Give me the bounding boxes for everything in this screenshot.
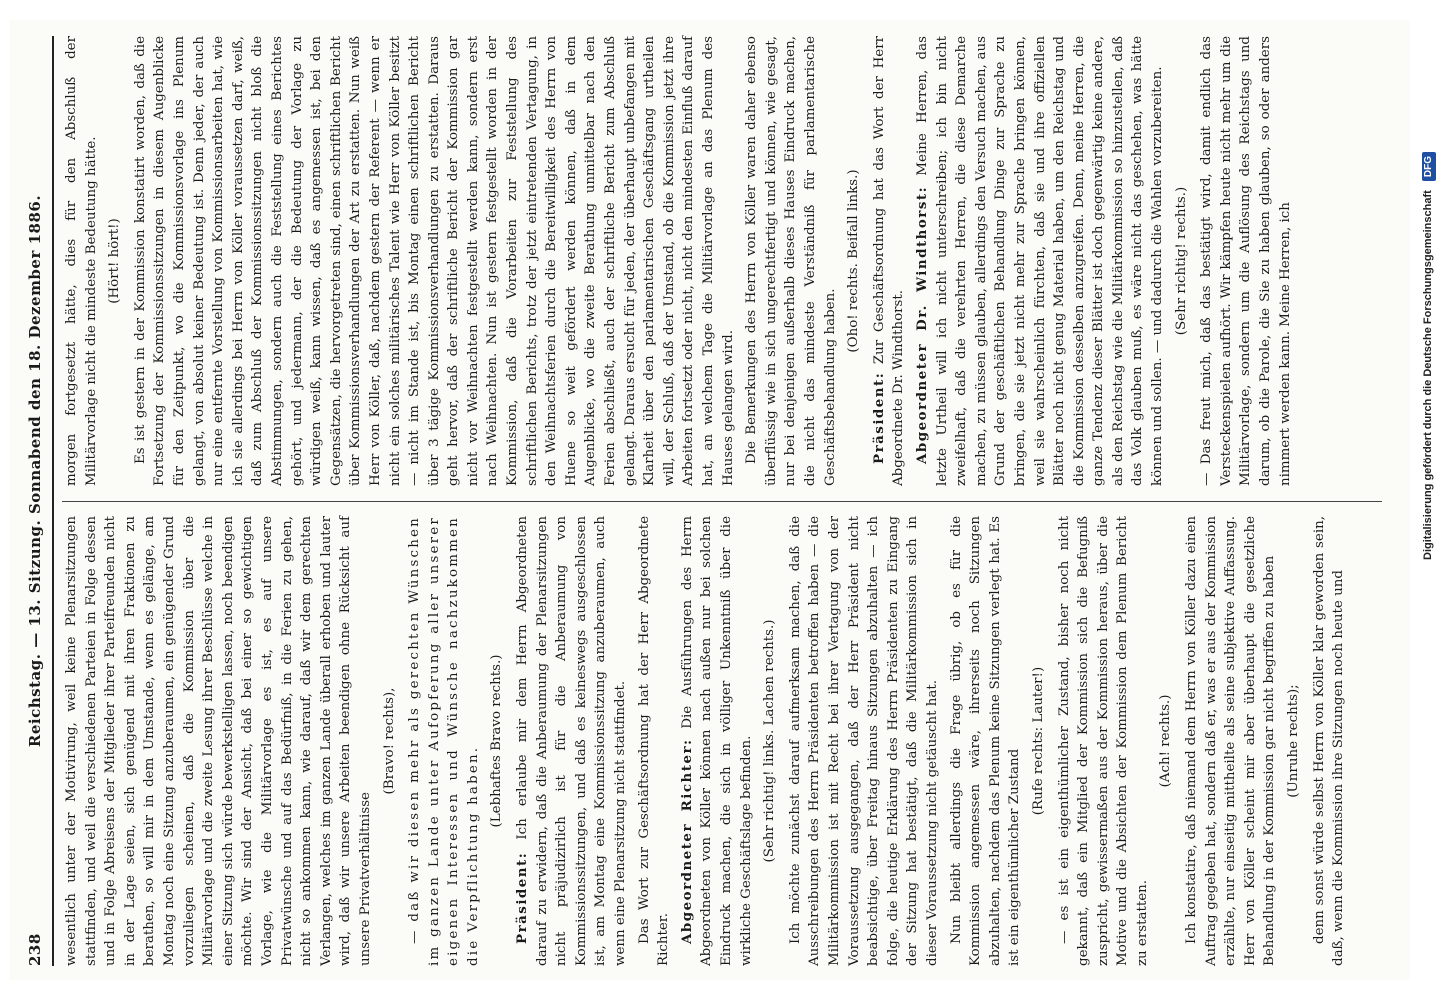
dfg-logo: DFG [1422, 152, 1436, 181]
speaker-name: Abgeordneter Dr. Windthorst: [913, 185, 930, 464]
right-column-paragraph [844, 36, 864, 486]
paragraph-text: (Sehr richtig! links. Lachen rechts.) [762, 619, 778, 863]
paragraph-text: (Bravo! rechts), [381, 687, 397, 795]
rotated-page [10, 20, 1410, 980]
paragraph-text: (Hört! hört!) [107, 218, 123, 304]
header-rule [52, 36, 54, 966]
right-column-paragraph [1172, 36, 1192, 486]
left-column-paragraph [380, 516, 400, 966]
speaker-name: Abgeordneter Richter: [678, 738, 695, 944]
left-column-paragraph [1055, 516, 1153, 966]
right-column-paragraph [1197, 36, 1295, 486]
left-column-paragraph [1284, 516, 1304, 966]
paragraph-text: Das Wort zur Geschäftsordnung hat der Herr Abgeordnete Richter. [636, 516, 672, 966]
right-column [62, 36, 1392, 486]
left-column-paragraph [1156, 516, 1176, 966]
paragraph-text: Es ist gestern in der Kommission konstatirt worden, daß die Fortsetzung der Kommissionssitzungen in diesem Augenblicke für den Zeitpunkt, wo die Kommissionsvorlage ins Plenum gelangt, von absolut keiner Bedeutung ist. Denn jeder, der auch nur eine entfernte Vorstellung von Kommissionsarbeiten hat, wie ich sie allerdings bei Herrn von Köller voraussetzen darf, weiß, daß zum Abschluß der Kommissionssitzungen nicht bloß die Abstimmungen, sondern auch die Feststellung eines Berichtes gehört, und jedermann, der die Bedeutung der Vorlage zu würdigen weiß, kann wissen, daß es angemessen ist, bei den Gegensätzen, die hervorgetreten sind, einen schriftlichen Bericht über Kommissionsverhandlungen der Art zu erstatten. Nun weiß Herr von Köller, daß, nachdem gestern der Referent — wenn er nicht ein solches militärisches Talent wie Herr von Köller besitzt — nicht im Stande ist, bis Montag einen schriftlichen Bericht über 3 tägige Kommissionsverhandlungen zu erstatten. Daraus geht hervor, daß der schriftliche Bericht der Kommission gar nicht vor Weihnachten festgestellt werden kann, sondern erst nach Weihnachten. Nun ist gestern festgestellt worden in der Kommission, daß die Vorarbeiten zur Feststellung des schriftlichen Berichts, trotz der jetzt eintretenden Vertagung, in den Weihnachtsferien durch die Bereitwilligkeit des Herrn von Huene so weit gefördert werden können, daß in dem Augenblicke, wo die zweite Berathung unmittelbar nach den Ferien abschließt, auch der schriftliche Bericht zum Abschluß gelangt. Daraus ersucht für jeden, der überhaupt unbefangen mit Klarheit über den parlamentarischen Geschäftsgang urtheilen will, der Schluß, daß der Umstand, ob die Kommission jetzt ihre Arbeiten fortsetzt oder nicht, nicht den mindesten Einfluß darauf hat, an welchem Tage die Militärvorlage an das Plenum des Hauses gelangen wird. [132, 36, 736, 486]
column-divider [62, 501, 1382, 502]
footer-credit: Digitalisierung gefördert durch die Deutsche Forschungsgemeinschaft [1422, 190, 1434, 560]
paragraph-text: — Das freut mich, daß das bestätigt wird, damit endlich das Versteckenspielen aufhört. Wir kämpfen heute nicht mehr um die Militärvorlage, sondern um die Auflösung des Reichstags und darum, ob die Parole, die Sie zu haben glauben, so oder anders nimmert werden kann. Meine Herren, ich [1199, 36, 1293, 486]
left-column-paragraph [947, 516, 1025, 966]
right-column-paragraph [913, 36, 1168, 486]
left-column-paragraph [513, 516, 631, 966]
left-column-paragraph [1182, 516, 1280, 966]
right-column-paragraph [742, 36, 840, 486]
paragraph-text: — daß wir diesen mehr als gerechten Wünschen im ganzen Lande unter Aufopferung aller unserer eigenen Interessen und Wünsche nachzukommen die Verpflichtung haben. [407, 516, 481, 966]
paragraph-text: (Ach! rechts.) [1158, 694, 1174, 788]
right-column-paragraph [62, 36, 101, 486]
paragraph-text: Ich konstatire, daß niemand dem Herrn von Köller dazu einen Auftrag gegeben hat, sondern daß er, was er aus der Kommission erzählte, nur einseitig mittheilte als seine subjektive Auffassung. Herr von Köller scheint mir aber überhaupt die gesetzliche Behandlung in der Kommission gar nicht begriffen zu haben [1184, 516, 1278, 966]
left-column [62, 516, 1392, 966]
right-column-paragraph [131, 36, 738, 486]
left-column-paragraph [405, 516, 483, 966]
paragraph-text: Zur Geschäftsordnung hat das Wort der Herr Abgeordnete Dr. Windthorst. [871, 36, 907, 486]
right-column-paragraph [105, 36, 125, 486]
paragraph-text: Ich möchte zunächst darauf aufmerksam machen, daß die Ausschreibungen des Herrn Präsidenten betroffen haben — die Militärkommission ist mit Recht bei ihrer Vertagung von der Voraussetzung ausgegangen, daß der Herr Präsident nicht beabsichtige, über Freitag hinaus Sitzungen abzuhalten — ich folge, die heutige Erklärung des Herrn Präsidenten zu Eingang der Sitzung hat bestätigt, daß die Militärkommission sich in dieser Voraussetzung nicht getäuscht hat. [787, 516, 940, 966]
left-column-paragraph [1310, 516, 1349, 966]
digitization-footer [1392, 0, 1434, 1000]
left-column-paragraph [635, 516, 674, 966]
left-column-paragraph [760, 516, 780, 966]
paragraph-text: Meine Herren, das letzte Urtheil will ich nicht unterschreiben; ich bin nicht zweifelhaft, daß die verehrten Herren, die diese Demarche machen, zu müssen glauben, allerdings den Versuch machen, aus Grund der geschäftlichen Behandlung Dinge zur Sprache zu bringen, die sie jetzt nicht mehr zur Sprache bringen können, weil sie wahrscheinlich fürchten, daß sie und ihre offiziellen Blätter noch nicht genug Material haben, um den Reichstag und die Kommission desselben anzugreifen. Denn, meine Herren, die ganze Tendenz dieser Blätter ist doch gegenwärtig keine andere, als den Reichstag wie die Militärkommission so hinzustellen, daß das Volk glauben muß, es wäre nicht das geschehen, was hätte können und sollen. — und dadurch die Wahlen vorzubereiten. [914, 36, 1166, 486]
paragraph-text: (Oho! rechts. Beifall links.) [846, 169, 862, 353]
paragraph-text: (Rufe rechts: Lauter!) [1030, 666, 1046, 816]
left-column-paragraph [62, 516, 376, 966]
right-column-paragraph [870, 36, 909, 486]
paragraph-text: (Unruhe rechts); [1286, 684, 1302, 798]
left-column-paragraph [678, 516, 756, 966]
paragraph-text: Ich erlaube mir dem Herrn Abgeordneten darauf zu erwidern, daß die Anberaumung der Plenarsitzungen nicht präjudizirlich ist für die Anberaumung von Kommissionssitzungen, und daß es keineswegs ausgeschlossen ist, am Montag eine Kommissionssitzung anzuberaumen, auch wenn eine Plenarsitzung nicht stattfindet. [515, 516, 629, 966]
paragraph-text: — es ist ein eigenthümlicher Zustand, bisher noch nicht gekannt, daß ein Mitglied der Kommission sich die Befugniß zuspricht, gewissermaßen aus der Kommission heraus, über die Motive und die Absichten der Kommission dem Plenum Bericht zu erstatten. [1056, 516, 1150, 966]
speaker-name: Präsident: [514, 851, 531, 944]
paragraph-text: (Lebhaftes Bravo rechts.) [489, 654, 505, 828]
speaker-name: Präsident: [870, 371, 887, 464]
left-column-paragraph [786, 516, 943, 966]
paragraph-text: Die Ausführungen des Herrn Abgeordneten von Köller können nach außen nur bei solchen Eindruck machen, die sich in völliger Unkenntniß über die wirkliche Geschäftslage befinden. [679, 515, 754, 966]
running-header [24, 36, 50, 966]
paragraph-text: (Sehr richtig! rechts.) [1173, 186, 1189, 336]
page-number: 238 [26, 933, 44, 966]
paragraph-text: Nun bleibt allerdings die Frage übrig, ob es für die Kommission angemessen wäre, ihrerseits noch Sitzungen abzuhalten, nachdem das Plenum keine Sitzungen verlegt hat. Es ist ein eigenthümlicher Zustand [948, 516, 1023, 966]
paragraph-text: denn sonst würde selbst Herrn von Köller klar geworden sein, daß, wenn die Kommission ihre Sitzungen noch heute und [1311, 516, 1347, 966]
left-column-paragraph [1029, 516, 1049, 966]
paragraph-text: wesentlich unter der Motivirung, weil keine Plenarsitzungen stattfinden, und weil die verschiedenen Parteien in Folge dessen und in Folge Abreisens der Mitglieder ihrer Parteifreunden nicht in der Lage seien, sich genügend mit ihren Fraktionen zu berathen, so will mir in dem Umstande, wenn es gelänge, am Montag noch eine Sitzung anzuberaumen, ein genügender Grund vorzuliegen scheinen, daß die Kommission über die Militärvorlage und die zweite Lesung ihrer Beschlüsse welche in einer Sitzung sich würde bewerkstelligen lassen, noch beendigen möchte. Wir sind der Ansicht, daß bei einer so gewichtigen Vorlage, wie die Militärvorlage es ist, es auf unsere Privatwünsche und auf das Bedürfniß, in die Ferien zu gehen, nicht so ankommen kann, wie darauf, daß wir dem gerechten Verlangen, welches im ganzen Lande überall erhoben und lauter wird, daß wir unsere Arbeiten beendigen ohne Rücksicht auf unsere Privatverhältnisse [64, 516, 373, 966]
running-title: Reichstag. — 13. Sitzung. Sonnabend den 18. Dezember 1886. [26, 194, 44, 748]
paragraph-text: Die Bemerkungen des Herrn von Köller waren daher ebenso überflüssig wie in sich ungerechtfertigt und können, wie gesagt, nur bei denjenigen außerhalb dieses Hauses Eindruck machen, die nicht das mindeste Verständniß für parlamentarische Geschäftsbehandlung haben. [744, 36, 838, 486]
left-column-paragraph [487, 516, 507, 966]
paragraph-text: morgen fortgesetzt hätte, dies für den Abschluß der Militärvorlage nicht die mindeste Bedeutung hätte. [64, 36, 99, 486]
